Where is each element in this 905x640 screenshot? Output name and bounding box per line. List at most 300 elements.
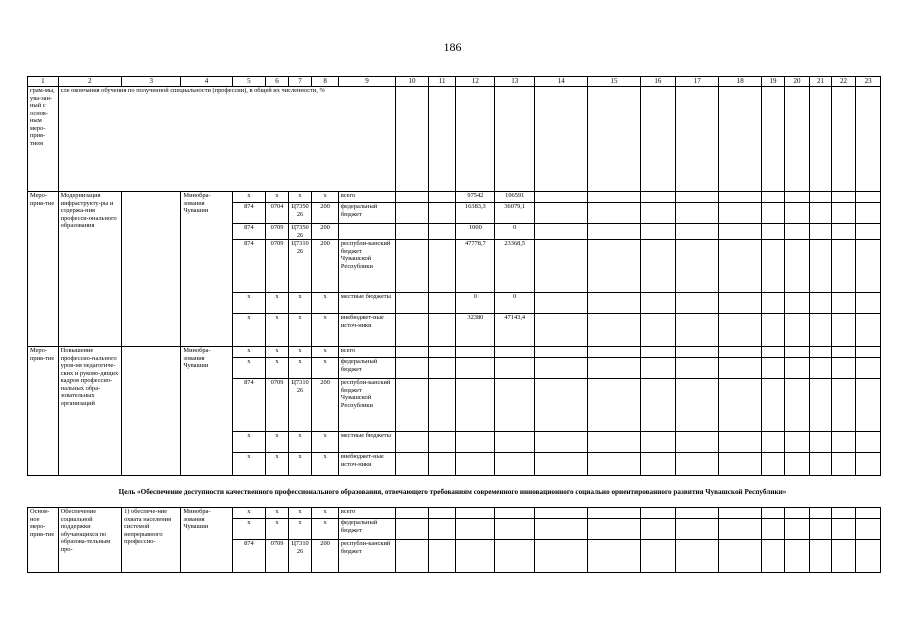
event1-row [28, 192, 881, 203]
value-cell [719, 224, 762, 240]
value-2020: 23368,5 [495, 240, 535, 293]
value-cell [831, 192, 856, 203]
section-code: x [266, 347, 289, 358]
value-cell [428, 540, 456, 573]
value-cell [810, 432, 831, 453]
value-cell [810, 519, 831, 540]
event-name: Повышение професcио-нального уров-ня педагогиче-ских и руково-дящих кадров професcио-нальных обра-зовательных организаций [58, 347, 121, 476]
column-number-5: 5 [232, 77, 266, 87]
value-cell [676, 293, 719, 314]
value-2020: 47143,4 [495, 314, 535, 347]
column-number-13: 13 [495, 77, 535, 87]
column-number-2: 2 [58, 77, 121, 87]
column-number-7: 7 [288, 77, 312, 87]
value-cell [588, 358, 640, 379]
value-cell [676, 347, 719, 358]
value-cell [762, 519, 785, 540]
value-cell [762, 192, 785, 203]
value-cell [762, 453, 785, 476]
value-cell [640, 347, 676, 358]
value-cell [831, 453, 856, 476]
section-code: 0709 [266, 540, 289, 573]
expense-type-code: x [312, 432, 339, 453]
column-number-3: 3 [122, 77, 181, 87]
column-number-16: 16 [640, 77, 676, 87]
section-code: x [266, 508, 289, 519]
value-cell [784, 508, 810, 519]
value-2019 [456, 508, 495, 519]
value-cell [762, 432, 785, 453]
value-cell [719, 540, 762, 573]
section-code: 0709 [266, 379, 289, 432]
event-name: Модернизация инфраструкту-ры и содержа-ния професси-онального образования [58, 192, 121, 347]
value-cell [396, 508, 429, 519]
event-type: Меро-прия-тие [28, 347, 59, 476]
grbs-code: x [232, 293, 266, 314]
section-code: x [266, 519, 289, 540]
funding-source: федеральный бюджет [338, 519, 395, 540]
value-cell [535, 379, 588, 432]
value-cell [535, 224, 588, 240]
funding-source: всего [338, 347, 395, 358]
event-executor: Минобра-зования Чувашии [181, 347, 232, 476]
value-cell [640, 432, 676, 453]
value-cell [588, 508, 640, 519]
value-cell [428, 379, 456, 432]
value-2019: 16383,3 [456, 203, 495, 224]
value-cell [831, 314, 856, 347]
value-cell [831, 240, 856, 293]
funding-source: всего [338, 508, 395, 519]
value-cell [856, 519, 881, 540]
column-number-14: 14 [535, 77, 588, 87]
value-cell [810, 540, 831, 573]
value-cell [428, 508, 456, 519]
goal-table [27, 507, 881, 573]
value-cell [588, 347, 640, 358]
grbs-code: x [232, 519, 266, 540]
value-cell [535, 314, 588, 347]
event3 [28, 508, 881, 573]
event1 [28, 192, 881, 347]
value-cell [831, 293, 856, 314]
value-cell [640, 540, 676, 573]
value-cell [640, 508, 676, 519]
value-cell [719, 379, 762, 432]
value-cell [535, 192, 588, 203]
expense-type-code: x [312, 347, 339, 358]
value-cell [640, 358, 676, 379]
target-article-code: Ц7350 26 [288, 224, 312, 240]
value-2019 [456, 358, 495, 379]
value-cell [535, 240, 588, 293]
target-article-code: Ц7310 26 [288, 240, 312, 293]
value-cell [588, 203, 640, 224]
value-2020: 0 [495, 224, 535, 240]
value-cell [810, 203, 831, 224]
expense-type-code: x [312, 508, 339, 519]
funding-source: внебюджет-ные источ-ники [338, 314, 395, 347]
section-code: x [266, 293, 289, 314]
value-cell [856, 224, 881, 240]
value-2019 [456, 519, 495, 540]
value-cell [535, 519, 588, 540]
value-cell [831, 347, 856, 358]
target-article-code: Ц7310 26 [288, 379, 312, 432]
value-cell [810, 508, 831, 519]
target-article-code: x [288, 192, 312, 203]
value-2020 [495, 358, 535, 379]
grbs-code: 874 [232, 224, 266, 240]
value-cell [784, 540, 810, 573]
section-code: x [266, 453, 289, 476]
value-cell [831, 540, 856, 573]
value-cell [719, 293, 762, 314]
value-cell [428, 347, 456, 358]
section-code: 0704 [266, 203, 289, 224]
grbs-code: x [232, 432, 266, 453]
value-cell [856, 540, 881, 573]
value-cell [762, 508, 785, 519]
value-cell [719, 203, 762, 224]
value-2020: 36079,1 [495, 203, 535, 224]
value-cell [719, 519, 762, 540]
value-2020 [495, 508, 535, 519]
value-cell [719, 192, 762, 203]
value-cell [810, 224, 831, 240]
value-cell [856, 314, 881, 347]
column-number-12: 12 [456, 77, 495, 87]
column-numbers-row [28, 77, 881, 87]
value-cell [762, 358, 785, 379]
value-cell [784, 379, 810, 432]
value-cell [588, 379, 640, 432]
value-cell [640, 203, 676, 224]
value-cell [588, 293, 640, 314]
value-cell [810, 240, 831, 293]
section-code: x [266, 432, 289, 453]
column-number-22: 22 [831, 77, 856, 87]
value-cell [396, 519, 429, 540]
value-cell [784, 224, 810, 240]
value-cell [856, 432, 881, 453]
target-article-code: Ц7310 26 [288, 540, 312, 573]
expense-type-code: 200 [312, 379, 339, 432]
expense-type-code: x [312, 192, 339, 203]
target-article-code: x [288, 314, 312, 347]
target-article-code: x [288, 519, 312, 540]
value-cell [588, 224, 640, 240]
value-cell [856, 508, 881, 519]
funding-source: федеральный бюджет [338, 358, 395, 379]
value-2019: 47778,7 [456, 240, 495, 293]
section-code: 0709 [266, 240, 289, 293]
expense-type-code: 200 [312, 203, 339, 224]
value-cell [428, 203, 456, 224]
value-cell [640, 240, 676, 293]
cont-col1: грам-мы, ува-зан-ный с основ-ным меро-прия-тием [28, 87, 59, 192]
target-article-code: x [288, 453, 312, 476]
value-cell [428, 358, 456, 379]
event2 [28, 347, 881, 476]
cont-indicator-text: сле окончания обучения по полученной специальности (профессии), в общей их численности, % [58, 87, 395, 192]
grbs-code: x [232, 453, 266, 476]
column-number-10: 10 [396, 77, 429, 87]
section-code: x [266, 192, 289, 203]
value-cell [676, 379, 719, 432]
value-2019: 97542 [456, 192, 495, 203]
value-cell [396, 347, 429, 358]
value-cell [719, 453, 762, 476]
value-cell [784, 203, 810, 224]
value-cell [784, 453, 810, 476]
value-cell [535, 508, 588, 519]
value-cell [810, 314, 831, 347]
value-cell [396, 293, 429, 314]
value-cell [762, 240, 785, 293]
value-2019 [456, 540, 495, 573]
grbs-code: 874 [232, 240, 266, 293]
section-code: x [266, 358, 289, 379]
page-number: 186 [443, 40, 462, 54]
value-cell [396, 240, 429, 293]
value-cell [676, 224, 719, 240]
value-2020 [495, 379, 535, 432]
value-cell [396, 453, 429, 476]
value-2019 [456, 432, 495, 453]
value-2020 [495, 519, 535, 540]
expense-type-code: x [312, 293, 339, 314]
value-cell [856, 453, 881, 476]
column-number-20: 20 [784, 77, 810, 87]
column-number-6: 6 [266, 77, 289, 87]
value-cell [762, 314, 785, 347]
value-cell [396, 358, 429, 379]
goal-heading: Цель «Обеспечение доступности качественного профессионального образования, отвечающего требованиям современного инновационного социально ориентированного развития Чувашской Республики» [118, 488, 787, 496]
target-article-code: x [288, 293, 312, 314]
value-cell [784, 432, 810, 453]
value-2020 [495, 347, 535, 358]
value-cell [588, 314, 640, 347]
value-cell [719, 432, 762, 453]
value-cell [428, 453, 456, 476]
value-cell [428, 240, 456, 293]
value-cell [762, 224, 785, 240]
grbs-code: x [232, 314, 266, 347]
target-article-code: x [288, 432, 312, 453]
value-cell [762, 540, 785, 573]
value-2019: 1000 [456, 224, 495, 240]
value-cell [535, 358, 588, 379]
value-cell [535, 453, 588, 476]
column-number-15: 15 [588, 77, 640, 87]
event-executor: Минобра-зования Чувашии [181, 508, 232, 573]
value-cell [640, 293, 676, 314]
value-cell [588, 192, 640, 203]
value-cell [831, 358, 856, 379]
funding-source: всего [338, 192, 395, 203]
column-number-21: 21 [810, 77, 831, 87]
value-cell [856, 379, 881, 432]
value-cell [588, 240, 640, 293]
funding-source: местные бюджеты [338, 432, 395, 453]
value-2020: 0 [495, 293, 535, 314]
value-2019: 0 [456, 293, 495, 314]
event-type: Меро-прия-тие [28, 192, 59, 347]
value-cell [676, 432, 719, 453]
value-cell [588, 519, 640, 540]
column-number-8: 8 [312, 77, 339, 87]
value-cell [640, 192, 676, 203]
grbs-code: x [232, 192, 266, 203]
value-cell [588, 453, 640, 476]
value-cell [396, 224, 429, 240]
value-cell [719, 508, 762, 519]
value-cell [588, 540, 640, 573]
target-article-code: x [288, 347, 312, 358]
value-cell [676, 540, 719, 573]
continuation-row [28, 87, 881, 192]
value-cell [428, 192, 456, 203]
value-cell [640, 224, 676, 240]
value-cell [784, 519, 810, 540]
grbs-code: x [232, 508, 266, 519]
value-cell [784, 293, 810, 314]
value-cell [856, 203, 881, 224]
value-cell [784, 240, 810, 293]
expense-type-code: 200 [312, 540, 339, 573]
grbs-code: 874 [232, 203, 266, 224]
value-cell [428, 432, 456, 453]
expense-type-code: x [312, 453, 339, 476]
value-cell [856, 240, 881, 293]
funding-source: внебюджет-ные источ-ники [338, 453, 395, 476]
value-cell [831, 432, 856, 453]
value-cell [762, 203, 785, 224]
value-cell [856, 192, 881, 203]
value-cell [831, 203, 856, 224]
grbs-code: 874 [232, 379, 266, 432]
value-cell [810, 379, 831, 432]
target-article-code: Ц7350 26 [288, 203, 312, 224]
value-cell [396, 314, 429, 347]
expense-type-code: x [312, 358, 339, 379]
value-cell [396, 432, 429, 453]
event-goal: 1) обеспече-ние охвата населения системой непрерывного профессио- [122, 508, 181, 573]
value-2019 [456, 453, 495, 476]
main-table [27, 76, 881, 476]
expense-type-code: x [312, 519, 339, 540]
event-goal [122, 347, 181, 476]
funding-source [338, 224, 395, 240]
value-cell [396, 540, 429, 573]
value-cell [396, 203, 429, 224]
value-2020 [495, 453, 535, 476]
funding-source: федеральный бюджет [338, 203, 395, 224]
value-cell [762, 347, 785, 358]
value-cell [676, 203, 719, 224]
funding-source: местные бюджеты [338, 293, 395, 314]
value-cell [719, 358, 762, 379]
value-cell [856, 358, 881, 379]
value-cell [784, 314, 810, 347]
value-cell [428, 519, 456, 540]
value-cell [719, 347, 762, 358]
value-cell [831, 519, 856, 540]
value-cell [535, 432, 588, 453]
value-cell [676, 240, 719, 293]
expense-type-code: 200 [312, 224, 339, 240]
column-number-9: 9 [338, 77, 395, 87]
section-code: x [266, 314, 289, 347]
value-cell [676, 314, 719, 347]
value-cell [676, 519, 719, 540]
value-cell [535, 540, 588, 573]
value-cell [762, 379, 785, 432]
value-cell [856, 347, 881, 358]
grbs-code: x [232, 347, 266, 358]
value-cell [810, 293, 831, 314]
event3-row [28, 508, 881, 519]
column-number-17: 17 [676, 77, 719, 87]
value-cell [810, 192, 831, 203]
value-cell [428, 314, 456, 347]
value-cell [856, 293, 881, 314]
value-cell [719, 314, 762, 347]
value-cell [640, 314, 676, 347]
event2-row [28, 347, 881, 358]
value-2020: 106591 [495, 192, 535, 203]
value-cell [810, 358, 831, 379]
value-cell [676, 453, 719, 476]
target-article-code: x [288, 358, 312, 379]
value-cell [831, 508, 856, 519]
event-goal [122, 192, 181, 347]
value-cell [676, 192, 719, 203]
value-cell [396, 379, 429, 432]
value-2019 [456, 347, 495, 358]
grbs-code: 874 [232, 540, 266, 573]
column-number-1: 1 [28, 77, 59, 87]
expense-type-code: x [312, 314, 339, 347]
event-executor: Минобра-зования Чувашии [181, 192, 232, 347]
value-cell [676, 358, 719, 379]
funding-source: республи-канский бюджет [338, 540, 395, 573]
value-2019 [456, 379, 495, 432]
column-number-18: 18 [719, 77, 762, 87]
target-article-code: x [288, 508, 312, 519]
value-cell [640, 453, 676, 476]
value-cell [428, 224, 456, 240]
expense-type-code: 200 [312, 240, 339, 293]
value-cell [810, 347, 831, 358]
value-cell [640, 519, 676, 540]
value-cell [784, 358, 810, 379]
value-2020 [495, 540, 535, 573]
value-cell [428, 293, 456, 314]
funding-source: республи-канский бюджет Чувашской Республики [338, 240, 395, 293]
value-cell [535, 203, 588, 224]
grbs-code: x [232, 358, 266, 379]
event-name: Обеспечение социальной поддержки обучающихся по образова-тельным про- [58, 508, 121, 573]
value-cell [784, 192, 810, 203]
value-cell [831, 224, 856, 240]
column-number-11: 11 [428, 77, 456, 87]
column-number-19: 19 [762, 77, 785, 87]
event-type: Основ-ное меро-прия-тие [28, 508, 59, 573]
value-cell [719, 240, 762, 293]
value-2020 [495, 432, 535, 453]
